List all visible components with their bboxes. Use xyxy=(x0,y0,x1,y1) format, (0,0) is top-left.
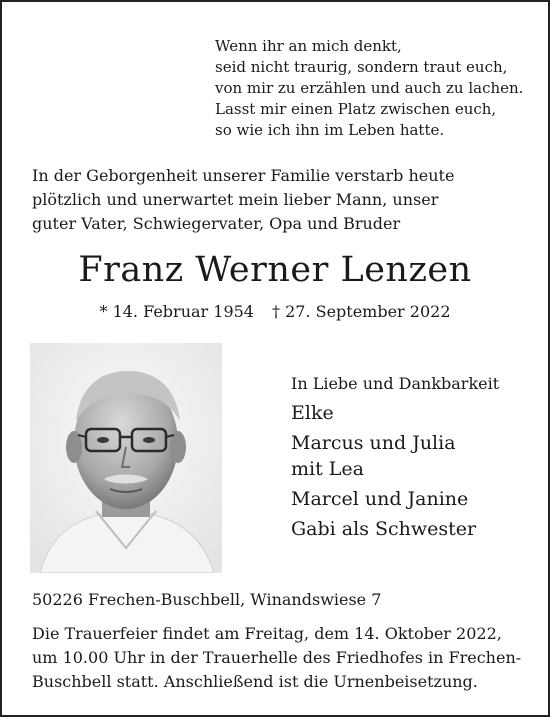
intro-line: plötzlich und unerwartet mein lieber Mann, unser xyxy=(32,190,439,209)
mourner-name: mit Lea xyxy=(291,458,364,480)
poem-line: so wie ich ihn im Leben hatte. xyxy=(215,121,445,139)
poem-line: von mir zu erzählen und auch zu lachen. xyxy=(215,79,524,97)
deceased-name: Franz Werner Lenzen xyxy=(78,250,472,290)
family-address: 50226 Frechen-Buschbell, Winandswiese 7 xyxy=(32,590,382,609)
mourner-entry xyxy=(291,486,541,512)
dedication-text: In Liebe und Dankbarkeit xyxy=(291,374,500,393)
death-date: † 27. September 2022 xyxy=(271,302,451,321)
poem-line: seid nicht traurig, sondern traut euch, xyxy=(215,58,508,76)
mourner-name: Marcel und Janine xyxy=(291,488,469,510)
memorial-poem xyxy=(215,36,535,141)
poem-line: Wenn ihr an mich denkt, xyxy=(215,37,402,55)
mourner-entry xyxy=(291,516,541,542)
intro-line: guter Vater, Schwiegervater, Opa und Bruder xyxy=(32,214,401,233)
poem-line: Lasst mir einen Platz zwischen euch, xyxy=(215,100,497,118)
mourner-name: Elke xyxy=(291,402,334,424)
death-announcement-text xyxy=(32,164,532,236)
mourner-entry xyxy=(291,430,541,482)
intro-line: In der Geborgenheit unserer Familie verstarb heute xyxy=(32,166,455,185)
mourner-entry xyxy=(291,400,541,426)
birth-date: * 14. Februar 1954 xyxy=(99,302,254,321)
funeral-line: Buschbell statt. Anschließend ist die Urnenbeisetzung. xyxy=(32,672,478,691)
mourners-list xyxy=(291,372,541,542)
mourner-name: Gabi als Schwester xyxy=(291,518,477,540)
portrait-photo xyxy=(30,343,222,573)
mourner-name: Marcus und Julia xyxy=(291,432,456,454)
funeral-line: um 10.00 Uhr in der Trauerhelle des Friedhofes in Frechen- xyxy=(32,648,522,667)
funeral-details xyxy=(32,622,532,694)
life-dates xyxy=(0,300,550,324)
funeral-line: Die Trauerfeier findet am Freitag, dem 14. Oktober 2022, xyxy=(32,624,502,643)
